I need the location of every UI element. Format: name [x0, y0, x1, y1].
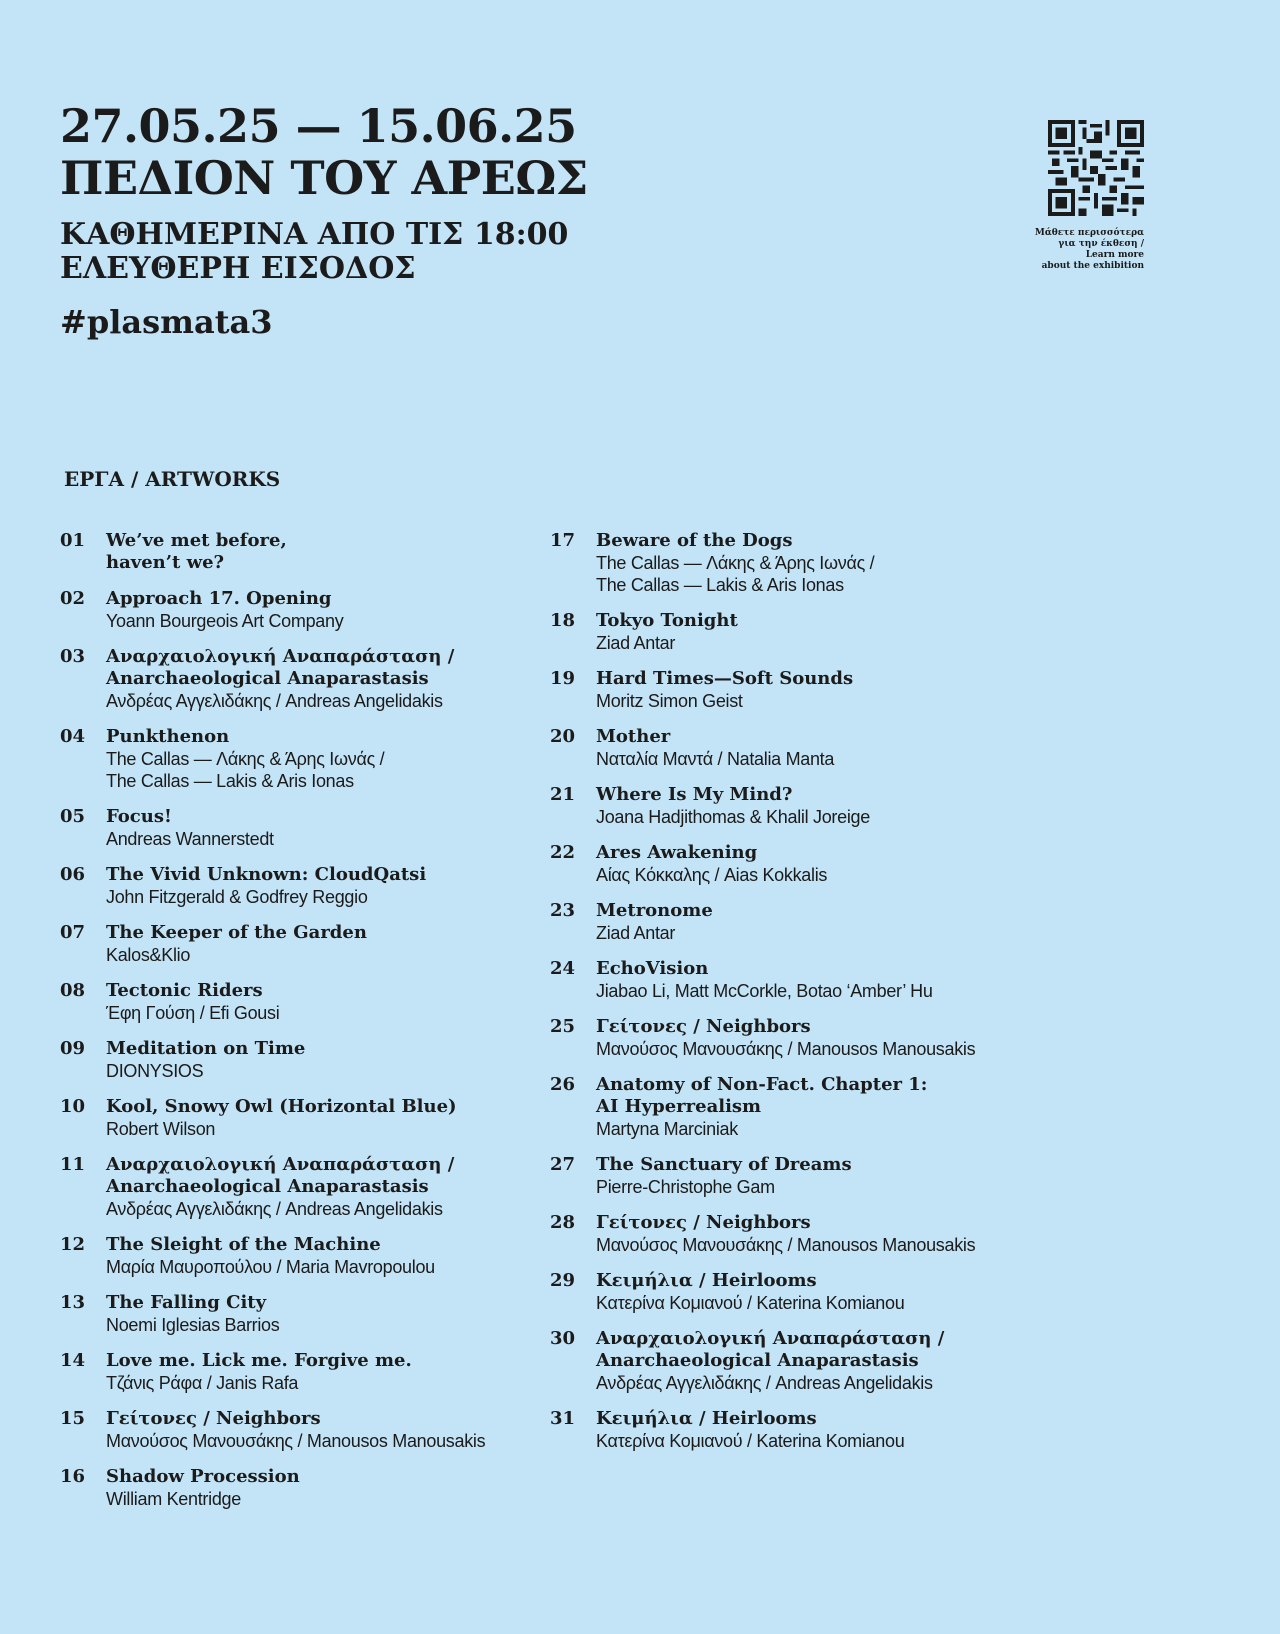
artwork-text	[596, 668, 1110, 712]
artwork-number: 25	[550, 1016, 576, 1037]
artwork-title: Punkthenon	[106, 726, 230, 747]
artwork-artist: Martyna Marciniak	[596, 1119, 738, 1139]
artwork-artist: Joana Hadjithomas & Khalil Joreige	[596, 807, 870, 827]
artwork-title: The Sanctuary of Dreams	[596, 1154, 852, 1175]
artwork-item	[550, 1154, 1110, 1198]
artwork-text	[106, 922, 580, 966]
artwork-artist: The Callas — Lakis & Aris Ionas	[106, 771, 354, 791]
artwork-item	[60, 1292, 580, 1336]
artwork-artist: The Callas — Λάκης & Άρης Ιωνάς /	[106, 749, 385, 769]
artwork-title: haven’t we?	[106, 552, 225, 573]
artwork-artist: Τζάνις Ράφα / Janis Rafa	[106, 1373, 299, 1393]
artwork-title: Κειμήλια / Heirlooms	[596, 1270, 817, 1291]
artwork-number: 16	[60, 1466, 86, 1487]
artwork-artist: Μανούσος Μανουσάκης / Manousos Manousakis	[596, 1039, 976, 1059]
artwork-artist: Ανδρέας Αγγελιδάκης / Andreas Angelidakis	[106, 691, 443, 711]
artwork-number: 21	[550, 784, 576, 805]
artwork-item	[550, 900, 1110, 944]
artwork-artist: Pierre-Christophe Gam	[596, 1177, 775, 1197]
artwork-text	[596, 784, 1110, 828]
artwork-artist: Andreas Wannerstedt	[106, 829, 274, 849]
artwork-text	[596, 958, 1110, 1002]
qr-code-icon[interactable]	[1048, 120, 1144, 216]
artwork-title: We’ve met before,	[106, 530, 287, 551]
artwork-text	[106, 1466, 580, 1510]
artwork-item	[60, 1038, 580, 1082]
artwork-title: Where Is My Mind?	[596, 784, 793, 805]
qr-block	[1022, 120, 1144, 272]
artwork-number: 11	[60, 1154, 86, 1175]
artwork-artist: Ανδρέας Αγγελιδάκης / Andreas Angelidakis	[596, 1373, 933, 1393]
qr-caption-line: για την έκθεση /	[1058, 239, 1144, 249]
artwork-number: 05	[60, 806, 86, 827]
artwork-artist: Ανδρέας Αγγελιδάκης / Andreas Angelidakis	[106, 1199, 443, 1219]
artwork-text	[106, 1154, 580, 1220]
artwork-item	[550, 958, 1110, 1002]
artwork-number: 26	[550, 1074, 576, 1095]
artwork-title: EchoVision	[596, 958, 709, 979]
artwork-title: Γείτονες / Neighbors	[106, 1408, 321, 1429]
artwork-number: 24	[550, 958, 576, 979]
artwork-title: Αναρχαιολογική Αναπαράσταση /	[596, 1328, 945, 1349]
artwork-number: 06	[60, 864, 86, 885]
artwork-item	[550, 1074, 1110, 1140]
artwork-title: Approach 17. Opening	[106, 588, 332, 609]
artwork-item	[60, 1154, 580, 1220]
artwork-number: 13	[60, 1292, 86, 1313]
artwork-number: 14	[60, 1350, 86, 1371]
artwork-item	[60, 646, 580, 712]
artwork-artist: Robert Wilson	[106, 1119, 216, 1139]
artwork-text	[106, 1350, 580, 1394]
artwork-text	[106, 980, 580, 1024]
header	[60, 100, 588, 340]
artwork-item	[550, 784, 1110, 828]
artwork-title: Γείτονες / Neighbors	[596, 1212, 811, 1233]
artwork-text	[596, 1270, 1110, 1314]
artwork-title: The Keeper of the Garden	[106, 922, 367, 943]
artwork-text	[106, 1408, 580, 1452]
artwork-item	[60, 806, 580, 850]
hashtag: #plasmata3	[60, 303, 273, 341]
artwork-title: Ares Awakening	[596, 842, 758, 863]
artwork-title: Anarchaeological Anaparastasis	[596, 1350, 919, 1371]
artwork-item	[550, 842, 1110, 886]
artwork-title: The Sleight of the Machine	[106, 1234, 381, 1255]
artworks-heading: ΕΡΓΑ / ARTWORKS	[64, 467, 281, 491]
artwork-text	[106, 588, 580, 632]
qr-caption	[1022, 228, 1144, 272]
artwork-artist: Κατερίνα Κομιανού / Katerina Komianou	[596, 1431, 905, 1451]
venue-title: ΠΕΔΙΟΝ ΤΟΥ ΑΡΕΩΣ	[60, 151, 588, 205]
artwork-text	[596, 842, 1110, 886]
artwork-artist: Έφη Γούση / Efi Gousi	[106, 1003, 280, 1023]
qr-caption-line: about the exhibition	[1041, 261, 1144, 271]
artwork-number: 29	[550, 1270, 576, 1291]
artwork-item	[550, 668, 1110, 712]
artwork-title: The Vivid Unknown: CloudQatsi	[106, 864, 427, 885]
artwork-number: 19	[550, 668, 576, 689]
artwork-number: 15	[60, 1408, 86, 1429]
artwork-artist: DIONYSIOS	[106, 1061, 204, 1081]
artwork-text	[596, 530, 1110, 596]
artwork-title: Kool, Snowy Owl (Horizontal Blue)	[106, 1096, 457, 1117]
opening-hours: ΚΑΘΗΜΕΡΙΝΑ ΑΠΟ ΤΙΣ 18:00	[60, 217, 569, 252]
artwork-artist: Κατερίνα Κομιανού / Katerina Komianou	[596, 1293, 905, 1313]
artwork-item	[550, 1270, 1110, 1314]
artwork-text	[596, 1212, 1110, 1256]
artwork-title: Anatomy of Non-Fact. Chapter 1:	[596, 1074, 928, 1095]
artwork-item	[550, 726, 1110, 770]
artwork-text	[106, 726, 580, 792]
artwork-item	[60, 980, 580, 1024]
artwork-item	[550, 1328, 1110, 1394]
artwork-text	[106, 1292, 580, 1336]
artwork-number: 10	[60, 1096, 86, 1117]
artwork-text	[106, 1096, 580, 1140]
artwork-item	[60, 588, 580, 632]
artwork-title: Κειμήλια / Heirlooms	[596, 1408, 817, 1429]
artwork-artist: Ναταλία Μαντά / Natalia Manta	[596, 749, 835, 769]
artwork-title: Anarchaeological Anaparastasis	[106, 668, 429, 689]
artwork-artist: Μανούσος Μανουσάκης / Manousos Manousakis	[596, 1235, 976, 1255]
artworks-list-right	[550, 530, 1110, 1466]
artwork-number: 03	[60, 646, 86, 667]
artwork-item	[60, 1350, 580, 1394]
artwork-title: Hard Times—Soft Sounds	[596, 668, 854, 689]
artwork-number: 28	[550, 1212, 576, 1233]
artwork-title: Love me. Lick me. Forgive me.	[106, 1350, 412, 1371]
artwork-number: 04	[60, 726, 86, 747]
artwork-text	[596, 1328, 1110, 1394]
artwork-title: Focus!	[106, 806, 172, 827]
artwork-item	[550, 610, 1110, 654]
artwork-item	[60, 530, 580, 574]
artwork-number: 23	[550, 900, 576, 921]
artwork-artist: Μανούσος Μανουσάκης / Manousos Manousakis	[106, 1431, 486, 1451]
artwork-number: 22	[550, 842, 576, 863]
artwork-text	[106, 1234, 580, 1278]
artwork-number: 07	[60, 922, 86, 943]
artwork-artist: Noemi Iglesias Barrios	[106, 1315, 280, 1335]
artworks-list-left	[60, 530, 580, 1524]
artwork-title: Tectonic Riders	[106, 980, 263, 1001]
artwork-number: 31	[550, 1408, 576, 1429]
artwork-artist: William Kentridge	[106, 1489, 241, 1509]
artwork-title: Metronome	[596, 900, 713, 921]
artwork-text	[106, 806, 580, 850]
artwork-artist: Ziad Antar	[596, 923, 676, 943]
exhibition-dates: 27.05.25 — 15.06.25	[60, 99, 577, 153]
artwork-text	[106, 864, 580, 908]
artwork-text	[596, 1154, 1110, 1198]
qr-caption-line: Learn more	[1085, 250, 1144, 260]
artwork-text	[596, 1074, 1110, 1140]
artwork-title: Anarchaeological Anaparastasis	[106, 1176, 429, 1197]
artwork-number: 08	[60, 980, 86, 1001]
artwork-item	[60, 726, 580, 792]
artwork-item	[60, 1466, 580, 1510]
artwork-text	[596, 726, 1110, 770]
artwork-number: 01	[60, 530, 86, 551]
artwork-text	[596, 610, 1110, 654]
artwork-artist: The Callas — Lakis & Aris Ionas	[596, 575, 844, 595]
artwork-number: 20	[550, 726, 576, 747]
artwork-number: 02	[60, 588, 86, 609]
artwork-item	[60, 1408, 580, 1452]
artwork-title: Tokyo Tonight	[596, 610, 738, 631]
artwork-number: 30	[550, 1328, 576, 1349]
artwork-item	[60, 1096, 580, 1140]
artwork-artist: Moritz Simon Geist	[596, 691, 743, 711]
artwork-artist: Jiabao Li, Matt McCorkle, Botao ‘Amber’ Hu	[596, 981, 933, 1001]
artwork-text	[106, 646, 580, 712]
artwork-item	[60, 1234, 580, 1278]
artwork-title: The Falling City	[106, 1292, 267, 1313]
artwork-title: Γείτονες / Neighbors	[596, 1016, 811, 1037]
artwork-item	[550, 1016, 1110, 1060]
artwork-text	[596, 1408, 1110, 1452]
artwork-text	[596, 900, 1110, 944]
artwork-item	[60, 922, 580, 966]
artwork-item	[60, 864, 580, 908]
artwork-title: Meditation on Time	[106, 1038, 306, 1059]
artwork-artist: Μαρία Μαυροπούλου / Maria Mavropoulou	[106, 1257, 435, 1277]
artwork-title: Αναρχαιολογική Αναπαράσταση /	[106, 1154, 455, 1175]
artwork-item	[550, 1408, 1110, 1452]
artwork-item	[550, 530, 1110, 596]
artwork-artist: Kalos&Klio	[106, 945, 191, 965]
artwork-text	[596, 1016, 1110, 1060]
artwork-artist: The Callas — Λάκης & Άρης Ιωνάς /	[596, 553, 875, 573]
artwork-artist: Ziad Antar	[596, 633, 676, 653]
artwork-number: 27	[550, 1154, 576, 1175]
artwork-title: Shadow Procession	[106, 1466, 300, 1487]
artwork-artist: Yoann Bourgeois Art Company	[106, 611, 344, 631]
artwork-text	[106, 530, 580, 574]
artwork-text	[106, 1038, 580, 1082]
artwork-number: 12	[60, 1234, 86, 1255]
artwork-artist: Αίας Κόκκαλης / Aias Kokkalis	[596, 865, 828, 885]
artwork-number: 18	[550, 610, 576, 631]
artwork-item	[550, 1212, 1110, 1256]
artwork-title: Beware of the Dogs	[596, 530, 793, 551]
artwork-artist: John Fitzgerald & Godfrey Reggio	[106, 887, 368, 907]
artwork-title: Αναρχαιολογική Αναπαράσταση /	[106, 646, 455, 667]
artwork-number: 09	[60, 1038, 86, 1059]
qr-caption-line: Μάθετε περισσότερα	[1034, 228, 1144, 238]
artwork-title: Mother	[596, 726, 671, 747]
artwork-title: AI Hyperrealism	[596, 1096, 762, 1117]
free-entry: ΕΛΕΥΘΕΡΗ ΕΙΣΟΔΟΣ	[60, 251, 416, 286]
artwork-number: 17	[550, 530, 576, 551]
